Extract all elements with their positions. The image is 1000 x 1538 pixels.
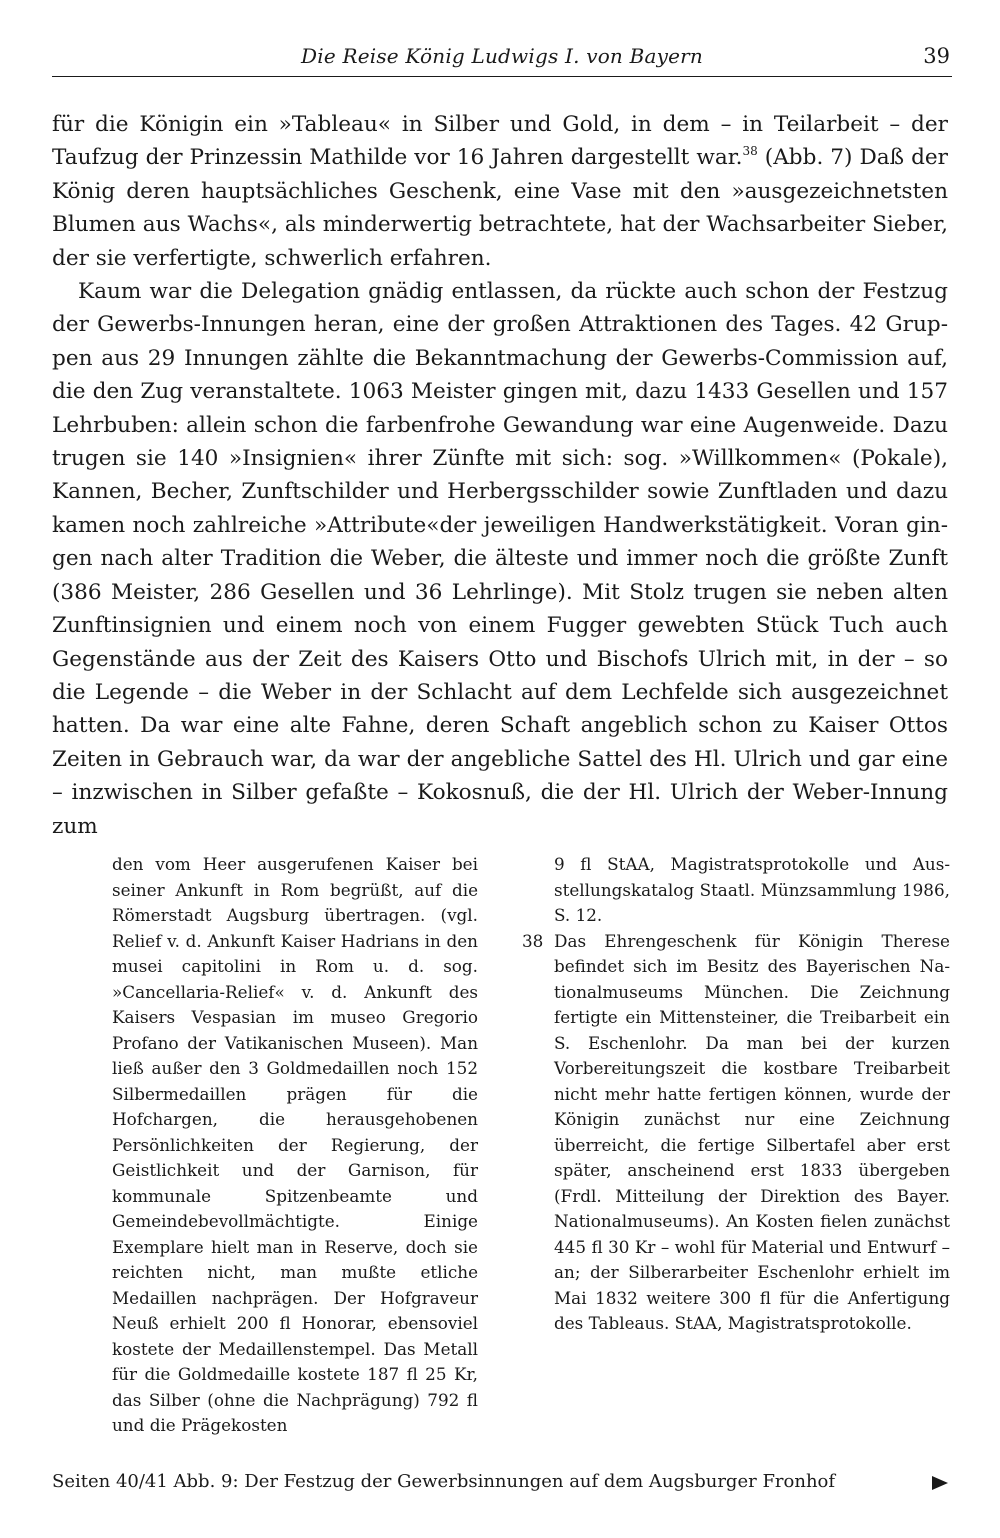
right-triangle-arrow-icon <box>932 1476 948 1490</box>
footnote-38-text: Das Ehrengeschenk für Königin Therese befindet sich im Besitz des Bayerischen Nationalmuseums München. Die Zeichnung fertigte ein Mittensteiner, die Treibarbeit ein S. Eschenlohr. Da man bei der kurzen Vorbereitungszeit die kostbare Treibarbeit nicht mehr hatte fertigen können, wurde der Königin zunächst nur eine Zeichnung überreicht, die fertige Silbertafel aber erst später, anscheinend erst 1833 übergeben (Frdl. Mitteilung der Direktion des Bayer. Nationalmuseums). An Kosten fielen zunächst 445 fl 30 Kr – wohl für Material und Entwurf – an; der Silberarbeiter Eschenlohr erhielt im Mai 1832 weitere 300 fl für die Anfertigung des Tableaus. StAA, Magistratsprotokolle. <box>554 930 950 1333</box>
page-number: 39 <box>923 44 950 68</box>
footnote-continuation-right: 9 fl StAA, Magistratsprotokolle und Ausstellungskatalog Staatl. Münzsammlung 1986, S. 12. <box>554 854 950 925</box>
running-title: Die Reise König Ludwigs I. von Bayern <box>301 44 703 68</box>
footnote-38-number: 38 <box>522 930 544 951</box>
figure-caption <box>52 1467 948 1497</box>
footnote-38 <box>522 929 950 1337</box>
caption-text: Seiten 40/41 Abb. 9: Der Festzug der Gewerbsinnungen auf dem Augsburger Fronhof <box>52 1471 836 1492</box>
paragraph-1-text: für die Königin ein »Tableau« in Silber und Gold, in dem – in Teilarbeit – der Taufzug der Prinzessin Mathilde vor 16 Jahren dargestellt war. <box>52 112 948 171</box>
paragraph-1-continuation: (Abb. 7) Daß der König deren hauptsächliches Geschenk, eine Vase mit den »ausgezeichnetsten Blumen aus Wachs«, als minderwertig betrachtete, hat der Wachsarbeiter Sieber, der sie verfertigte, schwerlich erfahren. <box>52 145 948 271</box>
footnotes-right-column <box>522 852 950 1337</box>
main-text <box>52 108 948 843</box>
paragraph-1 <box>52 108 948 275</box>
footnote-reference-38[interactable]: 38 <box>742 144 758 159</box>
footnotes-left-column <box>80 852 478 1439</box>
running-header <box>52 42 952 77</box>
footnote-continuation-left: den vom Heer ausgerufenen Kaiser bei seiner Ankunft in Rom begrüßt, auf die Römerstadt Augsburg übertragen. (vgl. Relief v. d. Ankunft Kaiser Hadrians in den musei capitolini in Rom u. d. sog. »Cancellaria-Relief« v. d. Ankunft des Kaisers Vespasian im museo Gregorio Profano der Vatikanischen Museen). Man ließ außer den 3 Goldmedaillen noch 152 Silbermedaillen prägen für die Hofchargen, die herausgehobenen Persönlichkeiten der Regierung, der Geistlichkeit und der Garnison, für kommunale Spitzenbeamte und Gemeindebevollmächtigte. Einige Exemplare hielt man in Reserve, doch sie reichten nicht, man mußte etliche Medaillen nachprägen. Der Hofgraveur Neuß erhielt 200 fl Honorar, ebensoviel kostete der Medaillenstempel. Das Metall für die Goldmedaille kostete 187 fl 25 Kr, das Silber (ohne die Nachprägung) 792 fl und die Prägekosten <box>112 854 478 1435</box>
paragraph-2: Kaum war die Delegation gnädig entlassen, da rückte auch schon der Festzug der Gewerbs-Innungen heran, eine der großen Attraktionen des Tages. 42 Gruppen aus 29 Innungen zählte die Bekanntmachung der Gewerbs-Commission auf, die den Zug veranstaltete. 1063 Meister gingen mit, dazu 1433 Gesellen und 157 Lehrbuben: allein schon die farbenfrohe Gewandung war eine Augenweide. Dazu trugen sie 140 »Insignien« ihrer Zünfte mit sich: sog. »Willkommen« (Pokale), Kannen, Becher, Zunftschilder und Herbergsschilder sowie Zunftladen und dazu kamen noch zahlreiche »Attribute«der jeweiligen Handwerkstätigkeit. Voran gingen nach alter Tradition die Weber, die älteste und immer noch die größte Zunft (386 Meister, 286 Gesellen und 36 Lehrlinge). Mit Stolz trugen sie neben alten Zunftinsignien und einem noch von einem Fugger gewebten Stück Tuch auch Gegenstände aus der Zeit des Kaisers Otto und Bischofs Ulrich mit, in der – so die Legende – die Weber in der Schlacht auf dem Lechfelde sich ausgezeichnet hatten. Da war eine alte Fahne, deren Schaft angeblich schon zu Kaiser Ottos Zeiten in Gebrauch war, da war der angebliche Sattel des Hl. Ulrich und gar eine – inzwischen in Silber gefaßte – Kokosnuß, die der Hl. Ulrich der Weber-Innung zum <box>52 279 948 839</box>
